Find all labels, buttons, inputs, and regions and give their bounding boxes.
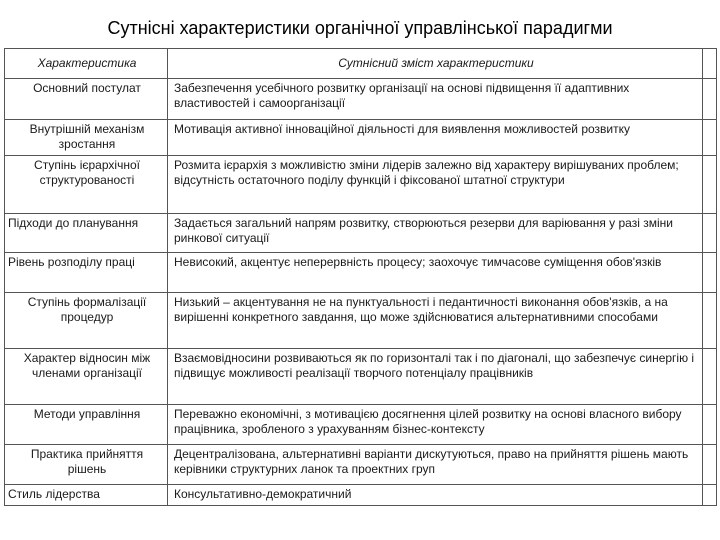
row-empty-cell bbox=[703, 214, 717, 253]
characteristics-table bbox=[4, 48, 717, 506]
row-content: Мотивація активної інноваційної діяльності для виявлення можливостей розвитку bbox=[168, 120, 703, 156]
row-characteristic: Ступінь формалізації процедур bbox=[5, 293, 168, 349]
table-row bbox=[5, 445, 717, 485]
row-content: Переважно економічні, з мотивацією досягнення цілей розвитку на основі власного вибору працівника, зробленого з урахуванням бізнес-контексту bbox=[168, 405, 703, 445]
row-content: Низький – акцентування не на пунктуальності і педантичності виконання обов'язків, а на вирішенні конкретного завдання, що може здійснюватися альтернативними способами bbox=[168, 293, 703, 349]
row-content: Забезпечення усебічного розвитку організації на основі підвищення її адаптивних властивостей і самоорганізації bbox=[168, 79, 703, 120]
row-empty-cell bbox=[703, 485, 717, 506]
table-row bbox=[5, 485, 717, 506]
row-empty-cell bbox=[703, 445, 717, 485]
table-row bbox=[5, 293, 717, 349]
row-characteristic: Підходи до планування bbox=[5, 214, 168, 253]
row-empty-cell bbox=[703, 253, 717, 293]
row-content: Взаємовідносини розвиваються як по горизонталі так і по діагоналі, що забезпечує синергію і підвищує можливості реалізації творчого потенціалу працівників bbox=[168, 349, 703, 405]
row-empty-cell bbox=[703, 120, 717, 156]
row-characteristic: Характер відносин між членами організації bbox=[5, 349, 168, 405]
row-characteristic: Методи управління bbox=[5, 405, 168, 445]
row-characteristic: Основний постулат bbox=[5, 79, 168, 120]
row-characteristic: Ступінь ієрархічної структурованості bbox=[5, 156, 168, 214]
table-row bbox=[5, 156, 717, 214]
row-empty-cell bbox=[703, 349, 717, 405]
header-empty-cell bbox=[703, 49, 717, 79]
table-header-row bbox=[5, 49, 717, 79]
row-characteristic: Рівень розподілу праці bbox=[5, 253, 168, 293]
row-characteristic: Практика прийняття рішень bbox=[5, 445, 168, 485]
row-empty-cell bbox=[703, 156, 717, 214]
table-row bbox=[5, 253, 717, 293]
row-content: Консультативно-демократичний bbox=[168, 485, 703, 506]
header-content: Сутнісний зміст характеристики bbox=[168, 49, 703, 79]
row-characteristic: Стиль лідерства bbox=[5, 485, 168, 506]
table-row bbox=[5, 349, 717, 405]
row-characteristic: Внутрішній механізм зростання bbox=[5, 120, 168, 156]
table-row bbox=[5, 214, 717, 253]
row-content: Децентралізована, альтернативні варіанти дискутуються, право на прийняття рішень мають керівники структурних ланок та проектних груп bbox=[168, 445, 703, 485]
row-content: Задається загальний напрям розвитку, створюються резерви для варіювання у разі зміни ринкової ситуації bbox=[168, 214, 703, 253]
row-empty-cell bbox=[703, 293, 717, 349]
row-empty-cell bbox=[703, 405, 717, 445]
table-row bbox=[5, 79, 717, 120]
page-title: Сутнісні характеристики органічної управлінської парадигми bbox=[107, 18, 613, 38]
row-content: Розмита ієрархія з можливістю зміни лідерів залежно від характеру вирішуваних проблем; відсутність остаточного поділу функцій і фіксованої штатної структури bbox=[168, 156, 703, 214]
table-row bbox=[5, 405, 717, 445]
header-characteristic: Характеристика bbox=[5, 49, 168, 79]
row-empty-cell bbox=[703, 79, 717, 120]
row-content: Невисокий, акцентує неперервність процесу; заохочує тимчасове суміщення обов'язків bbox=[168, 253, 703, 293]
table-row bbox=[5, 120, 717, 156]
